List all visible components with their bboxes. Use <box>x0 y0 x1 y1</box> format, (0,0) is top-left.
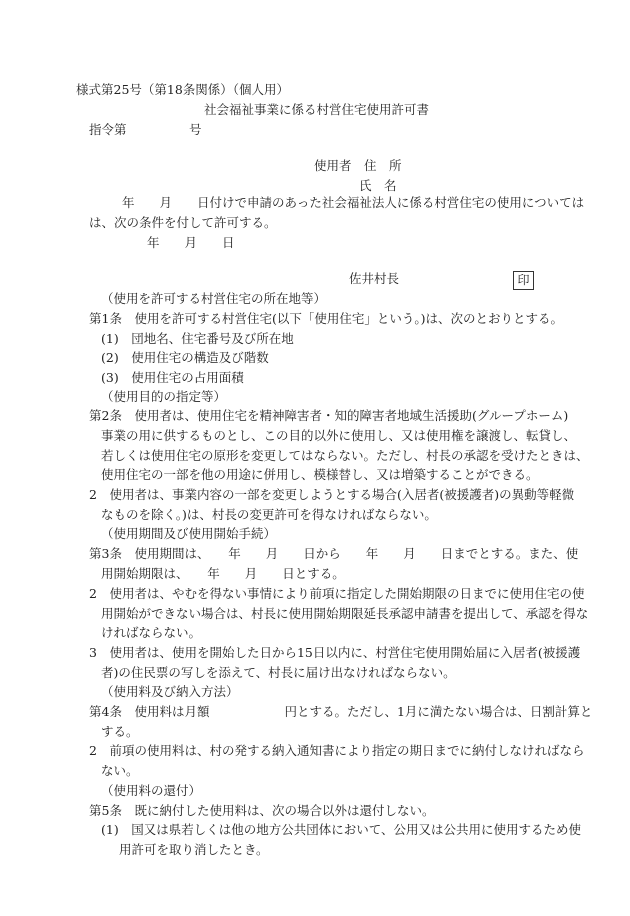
section-4-heading: （使用料及び納入方法） <box>101 684 239 699</box>
section-4-line-1: 第4条 使用料は月額 円とする。ただし、1月に満たない場合は、日割計算と <box>89 704 593 719</box>
issue-date: 年 月 日 <box>147 235 235 250</box>
user-name-label: 氏 名 <box>359 178 397 193</box>
seal-mark: 印 <box>513 271 534 290</box>
section-2-line-3: 若しくは使用住宅の原形を変更してはならない。ただし、村長の承認を受けたときは、 <box>101 448 589 463</box>
section-3-para-3-line-1: 3 使用者は、使用を開始した日から15日以内に、村営住宅使用開始届に入居者(被援護 <box>89 645 581 660</box>
section-4-line-2: する。 <box>101 724 139 739</box>
section-1-item-1: (1) 団地名、住宅番号及び所在地 <box>101 331 294 346</box>
section-3-para-3-line-2: 者)の住民票の写しを添えて、村長に届け出なければならない。 <box>101 665 456 680</box>
section-2-para-2-line-1: 2 使用者は、事業内容の一部を変更しようとする場合(入居者(被援護者)の異動等軽微 <box>89 487 575 502</box>
section-2-heading: （使用目的の指定等） <box>101 389 227 404</box>
section-2-line-1: 第2条 使用者は、使用住宅を精神障害者・知的障害者地域生活援助(グループホーム) <box>89 408 569 423</box>
form-number: 様式第25号（第18条関係）（個人用） <box>76 82 290 97</box>
section-3-line-1: 第3条 使用期間は、 年 月 日から 年 月 日までとする。また、使 <box>89 546 579 561</box>
section-3-para-2-line-3: ければならない。 <box>101 625 202 640</box>
intro-line-2: は、次の条件を付して許可する。 <box>89 215 277 230</box>
user-address-label: 使用者 住 所 <box>314 158 402 173</box>
section-5-item-1-line-2: 用許可を取り消したとき。 <box>119 842 269 857</box>
section-4-para-2-line-1: 2 前項の使用料は、村の発する納入通知書により指定の期日までに納付しなければなら <box>89 743 585 758</box>
section-1-text: 第1条 使用を許可する村営住宅(以下「使用住宅」という。)は、次のとおりとする。 <box>89 311 563 326</box>
section-1-item-2: (2) 使用住宅の構造及び階数 <box>101 350 269 365</box>
section-2-line-4: 使用住宅の一部を他の用途に併用し、模様替し、又は増築することができる。 <box>101 467 539 482</box>
intro-line-1: 年 月 日付けで申請のあった社会福祉法人に係る村営住宅の使用については <box>122 195 585 210</box>
section-5-line-1: 第5条 既に納付した使用料は、次の場合以外は還付しない。 <box>89 803 435 818</box>
section-2-line-2: 事業の用に供するものとし、この目的以外に使用し、又は使用権を譲渡し、転貸し、 <box>101 428 577 443</box>
section-4-para-2-line-2: ない。 <box>101 763 139 778</box>
document-title: 社会福祉事業に係る村営住宅使用許可書 <box>204 102 430 117</box>
section-3-para-2-line-2: 用開始ができない場合は、村長に使用開始期限延長承認申請書を提出して、承認を得な <box>101 606 589 621</box>
section-1-heading: （使用を許可する村営住宅の所在地等） <box>101 291 327 306</box>
section-5-item-1-line-1: (1) 国又は県若しくは他の地方公共団体において、公用又は公共用に使用するため使 <box>101 822 581 837</box>
section-2-para-2-line-2: なものを除く。)は、村長の変更許可を得なければならない。 <box>101 507 437 522</box>
section-1-item-3: (3) 使用住宅の占用面積 <box>101 370 244 385</box>
issuer-name: 佐井村長 <box>349 271 400 286</box>
section-3-heading: （使用期間及び使用開始手続） <box>101 526 277 541</box>
section-5-heading: （使用料の還付） <box>101 783 202 798</box>
section-3-para-2-line-1: 2 使用者は、やむを得ない事情により前項に指定した開始期限の日までに使用住宅の使 <box>89 586 585 601</box>
section-3-line-2: 用開始期限は、 年 月 日とする。 <box>101 566 345 581</box>
designation-number: 指令第 号 <box>89 122 202 137</box>
